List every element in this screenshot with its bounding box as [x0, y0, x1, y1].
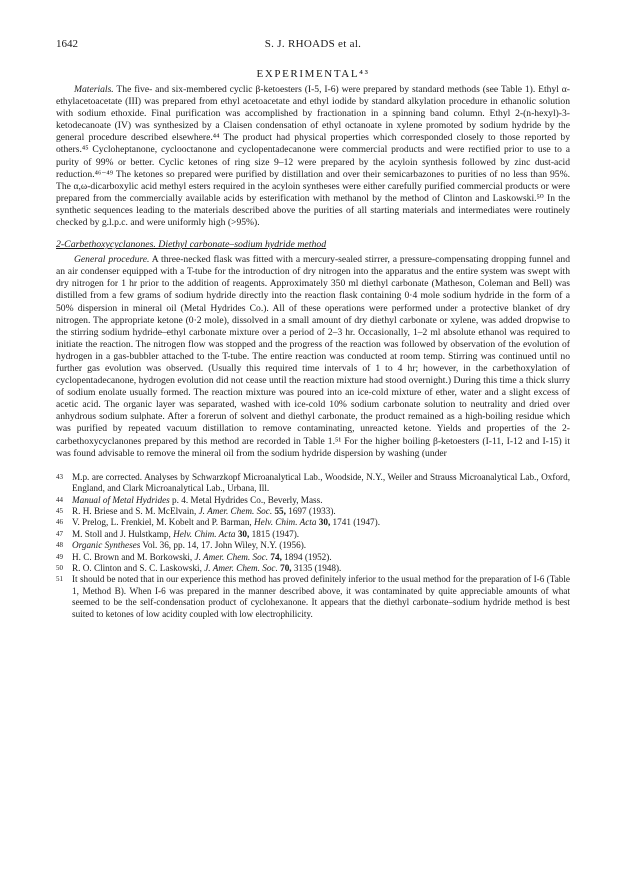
footnote-text — [72, 563, 570, 574]
subsection-heading: 2-Carbethoxycyclanones. Diethyl carbonate–sodium hydride method — [56, 239, 327, 251]
footnote-volume: 30, — [316, 517, 331, 528]
footnote-journal: J. Amer. Chem. Soc. — [198, 505, 273, 516]
footnote-tail: 1894 (1952). — [281, 551, 332, 562]
footnote — [56, 506, 570, 517]
footnote-number: 46 — [56, 518, 63, 527]
footnote-volume: 70, — [277, 562, 292, 573]
footnote-tail: 1815 (1947). — [249, 528, 300, 539]
footnote — [56, 495, 570, 506]
page-header — [56, 38, 570, 60]
footnote-number: 47 — [56, 529, 63, 538]
footnote-tail: 1697 (1933). — [285, 505, 336, 516]
page-number: 1642 — [56, 38, 78, 50]
footnote-volume: 74, — [268, 551, 282, 562]
footnote — [56, 574, 570, 620]
footnote-journal: J. Amer. Chem. Soc. — [194, 551, 269, 562]
footnote-authors: R. O. Clinton and S. C. Laskowski, — [72, 562, 205, 573]
section-title: EXPERIMENTAL⁴³ — [256, 68, 370, 80]
footnote-number: 48 — [56, 541, 63, 550]
footnote-journal: J. Amer. Chem. Soc. — [204, 562, 278, 573]
footnote-authors: H. C. Brown and M. Borkowski, — [72, 551, 195, 562]
footnote-number: 43 — [56, 472, 63, 481]
footnote-number: 44 — [56, 495, 63, 504]
footnote-text — [72, 529, 570, 540]
materials-paragraph — [56, 84, 570, 229]
footnote-journal: Helv. Chim. Acta — [254, 517, 317, 528]
footnote-authors: R. H. Briese and S. M. McElvain, — [72, 505, 199, 516]
footnote-tail: 1741 (1947). — [330, 517, 381, 528]
footnote-journal: Helv. Chim. Acta — [173, 528, 236, 539]
footnote-source-title: Organic Syntheses — [72, 540, 141, 551]
footnote — [56, 552, 570, 563]
footnote-number: 45 — [56, 506, 63, 515]
materials-lead: Materials. — [74, 84, 114, 95]
footnote — [56, 529, 570, 540]
footnote-tail: 3135 (1948). — [291, 562, 342, 573]
footnote-volume: 55, — [272, 505, 286, 516]
footnote-tail: p. 4. Metal Hydrides Co., Beverly, Mass. — [169, 494, 323, 505]
footnote — [56, 472, 570, 495]
footnote-text: It should be noted that in our experience this method has proved definitely inferior to the usual method for the preparation of I-6 (Table 1, Method B). When I-6 was prepared in the manner described above, it was contaminated by quite appreciable amounts of what seemed to be the self-condensation product of cyclohexanone. It appears that the diethyl carbonate–sodium hydride method is best suited to ketones of low acidity coupled with low electrophilicity. — [72, 574, 570, 619]
materials-text: The five- and six-membered cyclic β-ketoesters (I-5, I-6) were prepared by standard methods (see Table 1). Ethyl α-ethylacetoacetate (III) was prepared from ethyl acetoacetate and ethyl iodide by standard alkylation procedure in ethanolic solution with sodium ethoxide. Final purification was accomplished by fractionation in a spinning band column. Ethyl 2-(n-hexyl)-3-ketodecanoate (IV) was synthesized by a Claisen condensation of ethyl octanoate in xylene promoted by sodium hydride by the general procedure described elsewhere.⁴⁴ The product had physical properties which corresponded closely to those reported by others.⁴⁵ Cycloheptanone, cyclooctanone and cyclopentadecanone were commercial products and were rectified prior to use to a purity of 99% or better. Cyclic ketones of ring size 9–12 were prepared by the acyloin synthesis followed by zinc dust-acid reduction.⁴⁶⁻⁴⁹ The ketones so prepared were purified by distillation and over their semicarbazones to purities of no less than 95%. The α,ω-dicarboxylic acid methyl esters required in the acyloin syntheses were either carefully purified commercial products or were prepared from the commercially available acids by esterification with methanol by the method of Clinton and Laskowski.⁵⁰ In the synthetic sequences leading to the materials described above the purities of all starting materials and intermediates were routinely checked by g.l.p.c. and were uniformly high (>95%). — [56, 84, 570, 229]
footnote-number: 49 — [56, 552, 63, 561]
footnote-tail: Vol. 36, pp. 14, 17. John Wiley, N.Y. (1956). — [140, 540, 307, 551]
footnote-authors: M. Stoll and J. Hulstkamp, — [72, 528, 174, 539]
running-head: S. J. RHOADS et al. — [264, 38, 362, 50]
footnote-text — [72, 540, 570, 551]
footnote-source-title: Manual of Metal Hydrides — [72, 494, 170, 505]
general-procedure-text: A three-necked flask was fitted with a mercury-sealed stirrer, a pressure-compensating dropping funnel and an air condenser equipped with a T-tube for the introduction of dry nitrogen into the apparatus and the entire system was swept with dry nitrogen for 1 hr prior to the addition of reagents. Approximately 350 ml diethyl carbonate (Matheson, Coleman and Bell) was distilled from a few grams of sodium hydride directly into the reaction flask containing 0·4 mole sodium hydride in the form of a 50% dispersion in mineral oil (Metal Hydrides Co.). All of these operations were performed under a protective blanket of dry nitrogen. The appropriate ketone (0·2 mole), dissolved in a small amount of dry diethyl carbonate or xylene, was added dropwise to the stirring sodium hydride–ethyl carbonate mixture over a period of 2–3 hr. Occasionally, 1–2 ml absolute ethanol was required to initiate the reaction. The nitrogen flow was stopped and the progress of the reaction was followed by observation of the evolution of hydrogen in a gas-bubbler attached to the T-tube. The entire reaction was conducted at room temp. Stirring was continued until no further gas evolution was observed. (Usually this required time intervals of 1 to 4 hr; however, in the carbethoxylation of cyclopentadecanone, hydrogen evolution did not cease until the reaction mixture had stood overnight.) During this time a thick slurry of sodium enolate usually formed. The reaction mixture was poured into an ice-cold mixture of ether, water and a slight excess of acetic acid. The organic layer was separated, washed with ice-cold 10% sodium carbonate solution to neutrality and dried over anhydrous sodium sulphate. After a forerun of solvent and diethyl carbonate, the product remained as a high-boiling residue which was purified by repeated vacuum distillation to remove contaminating, unreacted ketone. Yields and properties of the 2-carbethoxycyclanones prepared by this method are recorded in Table 1.⁵¹ For the higher boiling β-ketoesters (I-11, I-12 and I-15) it was found advisable to remove the mineral oil from the sodium hydride dispersion by washing (under — [56, 254, 570, 459]
footnote-authors: V. Prelog, L. Frenkiel, M. Kobelt and P. Barman, — [72, 517, 255, 528]
footnote-volume: 30, — [235, 528, 250, 539]
footnote-number: 51 — [56, 575, 63, 584]
general-procedure-paragraph — [56, 254, 570, 460]
general-procedure-lead: General procedure. — [74, 254, 150, 266]
footnote — [56, 517, 570, 528]
footnote-text — [72, 506, 570, 517]
footnote-text — [72, 495, 570, 506]
footnotes — [56, 472, 570, 620]
footnote — [56, 563, 570, 574]
footnote-text: M.p. are corrected. Analyses by Schwarzkopf Microanalytical Lab., Woodside, N.Y., Weiler and Strauss Microanalytical Lab., Oxford, England, and Clark Microanalytical Lab., Urbana, Ill. — [72, 471, 570, 494]
footnote-number: 50 — [56, 563, 63, 572]
footnote-text — [72, 517, 570, 528]
footnote-text — [72, 552, 570, 563]
footnote — [56, 540, 570, 551]
